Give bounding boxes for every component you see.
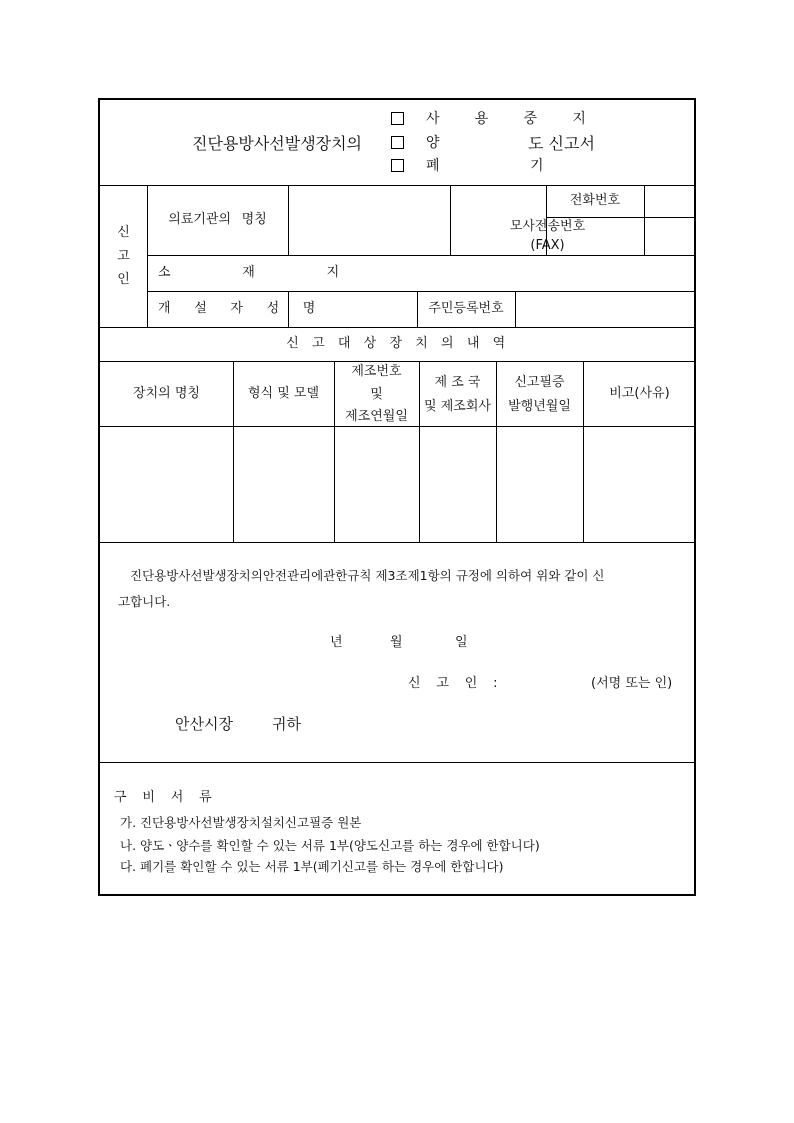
founder-name-label: 개 설 자 성 명 [158, 301, 326, 316]
date-year-label: 년 [330, 635, 343, 650]
header-device-name: 장치의 명칭 [133, 386, 200, 401]
header-maker-2: 및 제조회사 [424, 399, 491, 414]
header-model: 형식 및 모델 [247, 386, 320, 401]
signer-label: 신 고 인 : [408, 676, 504, 691]
resident-no-label: 주민등록번호 [428, 301, 504, 316]
signature-hint: (서명 또는 인) [591, 676, 673, 691]
form-title-suffix: 도 신고서 [528, 134, 595, 153]
document-item-2: 나. 양도ㆍ양수를 확인할 수 있는 서류 1부(양도신고를 하는 경우에 한합니다) [120, 838, 540, 853]
device-section-title: 신 고 대 상 장 치 의 내 역 [286, 336, 510, 351]
date-month-label: 월 [390, 635, 403, 650]
maker-cell[interactable] [420, 427, 495, 541]
device-name-cell[interactable] [101, 427, 232, 541]
recipient-honorific: 귀하 [272, 715, 301, 733]
founder-name-field[interactable] [289, 292, 416, 326]
form-title-prefix: 진단용방사선발생장치의 [192, 134, 363, 153]
fax-label-top: 모사전송번호 [509, 219, 586, 234]
option-dispose-label: 폐 [426, 158, 440, 174]
documents-title: 구 비 서 류 [114, 790, 218, 805]
statement-line-1: 진단용방사선발생장치의안전관리에관한규칙 제3조제1항의 규정에 의하여 위와 같이 신 [130, 568, 605, 583]
checkbox-dispose[interactable] [391, 159, 404, 172]
checkbox-suspend[interactable] [391, 112, 404, 125]
fax-field[interactable] [645, 218, 695, 254]
cert-date-cell[interactable] [497, 427, 582, 541]
reporter-section-label-2: 고 [117, 249, 130, 264]
document-item-3: 다. 폐기를 확인할 수 있는 서류 1부(폐기신고를 하는 경우에 한합니다) [120, 859, 504, 874]
institution-name-label: 의료기관의 명칭 [168, 212, 267, 227]
option-dispose-label-2: 기 [530, 158, 544, 174]
header-cert-1: 신고필증 [514, 375, 565, 390]
address-label: 소 재 지 [158, 265, 373, 280]
reporter-section-label-1: 신 [117, 225, 130, 240]
resident-no-field[interactable] [516, 292, 695, 326]
header-maker-1: 제 조 국 [434, 375, 481, 390]
date-day-label: 일 [455, 635, 468, 650]
document-item-1: 가. 진단용방사선발생장치설치신고필증 원본 [120, 815, 362, 830]
serial-cell[interactable] [335, 427, 418, 541]
header-serial-2: 및 [370, 387, 383, 402]
recipient: 안산시장 [175, 715, 233, 733]
statement-line-2: 고합니다. [118, 594, 171, 609]
signer-field[interactable] [490, 672, 588, 694]
model-cell[interactable] [234, 427, 333, 541]
header-serial-3: 제조연월일 [345, 409, 408, 424]
header-cert-2: 발행년월일 [508, 399, 571, 414]
phone-field[interactable] [645, 186, 695, 216]
option-suspend-label: 사 용 중 지 [426, 111, 602, 127]
institution-name-field[interactable] [289, 186, 449, 254]
phone-label: 전화번호 [569, 193, 621, 208]
header-note: 비고(사유) [609, 386, 670, 401]
fax-label-bottom: (FAX) [530, 238, 565, 253]
option-transfer-label: 양 [426, 135, 440, 151]
reporter-section-label-3: 인 [117, 272, 130, 287]
address-field[interactable] [289, 256, 695, 290]
checkbox-transfer[interactable] [391, 136, 404, 149]
header-serial-1: 제조번호 [351, 364, 402, 379]
report-form [98, 98, 696, 896]
note-cell[interactable] [584, 427, 695, 541]
